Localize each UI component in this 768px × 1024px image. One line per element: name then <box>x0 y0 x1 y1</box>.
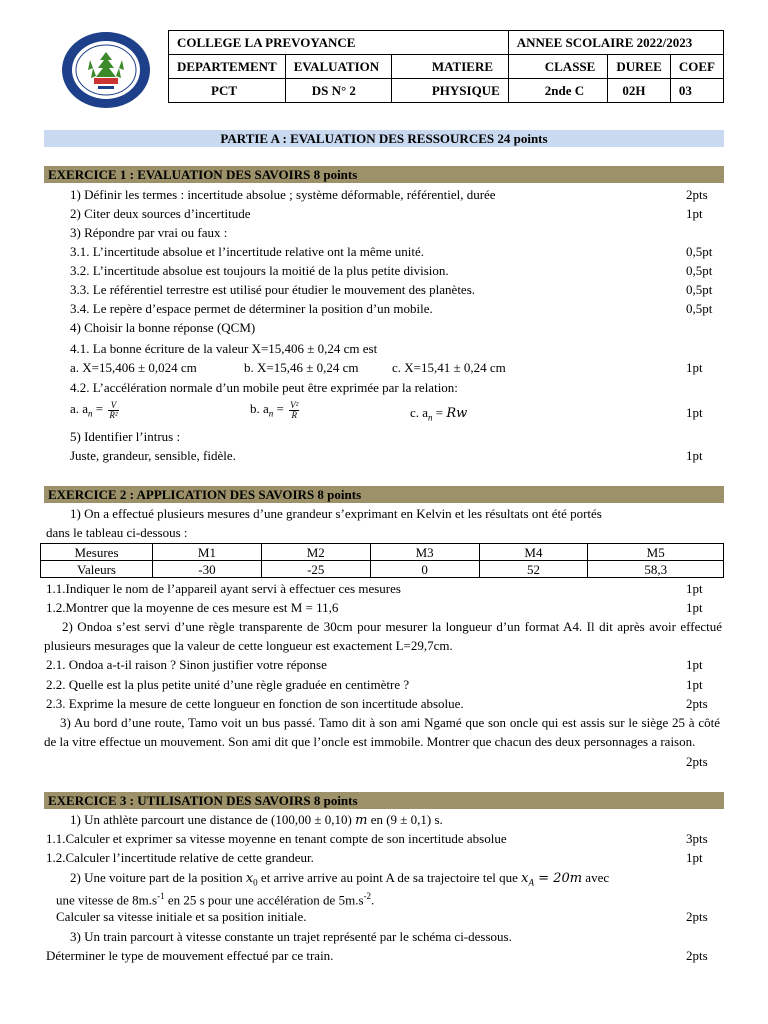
header-table <box>168 30 724 103</box>
ex1-q5-points: 1pt <box>686 448 703 463</box>
ex1-q4: 4) Choisir la bonne réponse (QCM) <box>70 320 256 335</box>
ex1-q41-opt-a: a. X=15,406 ± 0,024 cm <box>70 360 197 375</box>
ex3-q2-points: 2pts <box>686 909 708 924</box>
ex2-intro: 1) On a effectué plusieurs mesures d’une grandeur s’exprimant en Kelvin et les résultats ont été portés <box>70 506 602 521</box>
ex2-q11: 1.1.Indiquer le nom de l’appareil ayant servi à effectuer ces mesures <box>46 581 401 596</box>
exercice-1-title: EXERCICE 1 : EVALUATION DES SAVOIRS 8 points <box>44 166 724 183</box>
measures-value-m3: 0 <box>370 561 479 578</box>
ex2-q21-points: 1pt <box>686 657 703 672</box>
exercice-2-title: EXERCICE 2 : APPLICATION DES SAVOIRS 8 points <box>44 486 724 503</box>
measures-value-m1: -30 <box>153 561 262 578</box>
col-label-classe: CLASSE <box>508 55 608 79</box>
ex1-q33: 3.3. Le référentiel terrestre est utilisé pour étudier le mouvement des planètes. <box>70 282 476 297</box>
col-label-coef: COEF <box>670 55 723 79</box>
school-logo <box>60 30 152 110</box>
ex3-q11-points: 3pts <box>686 831 708 846</box>
ex1-q34-points: 0,5pt <box>686 301 713 316</box>
measures-table <box>40 543 724 578</box>
val-coef: 03 <box>670 79 723 103</box>
measures-header-m1: M1 <box>153 544 262 561</box>
val-matiere: PHYSIQUE <box>391 79 508 103</box>
exercice-3-title: EXERCICE 3 : UTILISATION DES SAVOIRS 8 points <box>44 792 724 809</box>
ex1-q42-opt-b: b. $a_n$ = $\frac{\text{V²}}{R}$ <box>250 399 299 420</box>
ex2-q3-paragraph: 3) Au bord d’une route, Tamo voit un bus passé. Tamo dit à son ami Ngamé que son oncle qui est assis sur le siège 25 à côté de la vitre effectue un mouvement. Son ami dit que l’oncle est immobile. Montrer que chacun des deux personnages a raison. <box>44 715 720 749</box>
ex1-q1-points: 2pts <box>686 187 708 202</box>
val-classe: 2nde C <box>508 79 608 103</box>
ex2-q23-points: 2pts <box>686 696 708 711</box>
ex1-q32: 3.2. L’incertitude absolue est toujours la moitié de la plus petite division. <box>70 263 449 278</box>
measures-value-m5: 58,3 <box>588 561 724 578</box>
ex2-q2-paragraph: 2) Ondoa s’est servi d’une règle transparente de 30cm pour mesurer la longueur d’un format A4. Il dit après avoir effectué plusieurs mesurages que la valeur de cette longueur est exactement L=29,7cm. <box>44 619 722 653</box>
measures-header-m2: M2 <box>261 544 370 561</box>
ex2-intro-2: dans le tableau ci-dessous : <box>46 525 188 540</box>
col-label-evaluation: EVALUATION <box>285 55 391 79</box>
ex3-q3-points: 2pts <box>686 948 708 963</box>
val-departement: PCT <box>169 79 286 103</box>
ex1-q41: 4.1. La bonne écriture de la valeur X=15,406 ± 0,24 cm est <box>70 341 378 356</box>
measures-value-label: Valeurs <box>41 561 153 578</box>
partie-a-title: PARTIE A : EVALUATION DES RESSOURCES 24 points <box>44 130 724 147</box>
ex3-q3: 3) Un train parcourt à vitesse constante un trajet représenté par le schéma ci-dessous. <box>70 929 512 944</box>
ex1-q34: 3.4. Le repère d’espace permet de déterminer la position d’un mobile. <box>70 301 433 316</box>
ex3-q2-line2: une vitesse de $8m.s^{-1}$ en 25 s pour une accélération de $5m.s^{-2}$. <box>56 891 375 908</box>
measures-header-label: Mesures <box>41 544 153 561</box>
ex1-q33-points: 0,5pt <box>686 282 713 297</box>
ex1-q5: 5) Identifier l’intrus : <box>70 429 181 444</box>
ex2-q22-points: 1pt <box>686 677 703 692</box>
ex3-q2: 2) Une voiture part de la position $x_0$ et arrive arrive au point A de sa trajectoire tel que $x_A = 20m$ avec <box>70 870 610 888</box>
measures-header-m3: M3 <box>370 544 479 561</box>
ex2-q3-points: 2pts <box>686 754 708 769</box>
measures-value-m4: 52 <box>479 561 588 578</box>
ex1-q42-points: 1pt <box>686 405 703 420</box>
ex3-q11: 1.1.Calculer et exprimer sa vitesse moyenne en tenant compte de son incertitude absolue <box>46 831 507 846</box>
school-name: COLLEGE LA PREVOYANCE <box>169 31 509 55</box>
ex1-q42: 4.2. L’accélération normale d’un mobile peut être exprimée par la relation: <box>70 380 458 395</box>
measures-header-m5: M5 <box>588 544 724 561</box>
ex2-q11-points: 1pt <box>686 581 703 596</box>
ex2-q12-points: 1pt <box>686 600 703 615</box>
ex1-q31-points: 0,5pt <box>686 244 713 259</box>
ex1-q41-opt-b: b. X=15,46 ± 0,24 cm <box>244 360 359 375</box>
ex1-q1: 1) Définir les termes : incertitude absolue ; système déformable, référentiel, durée <box>70 187 496 202</box>
col-label-departement: DEPARTEMENT <box>169 55 286 79</box>
ex1-q5-list: Juste, grandeur, sensible, fidèle. <box>70 448 236 463</box>
ex1-q31: 3.1. L’incertitude absolue et l’incertitude relative ont la même unité. <box>70 244 425 259</box>
ex1-q2: 2) Citer deux sources d’incertitude <box>70 206 251 221</box>
measures-header-m4: M4 <box>479 544 588 561</box>
ex1-q32-points: 0,5pt <box>686 263 713 278</box>
ex1-q2-points: 1pt <box>686 206 703 221</box>
ex3-q1: 1) Un athlète parcourt une distance de (100,00 ± 0,10) m en (9 ± 0,1) s. <box>70 812 443 828</box>
ex3-q3-line2: Déterminer le type de mouvement effectué par ce train. <box>46 948 334 963</box>
ex1-q41-opt-c: c. X=15,41 ± 0,24 cm <box>392 360 506 375</box>
ex3-q2-line3: Calculer sa vitesse initiale et sa position initiale. <box>56 909 307 924</box>
ex1-q41-points: 1pt <box>686 360 703 375</box>
school-year: ANNEE SCOLAIRE 2022/2023 <box>508 31 723 55</box>
ex2-q12: 1.2.Montrer que la moyenne de ces mesure est M = 11,6 <box>46 600 339 615</box>
col-label-matiere: MATIERE <box>391 55 508 79</box>
ex3-q12: 1.2.Calculer l’incertitude relative de cette grandeur. <box>46 850 314 865</box>
ex2-q23: 2.3. Exprime la mesure de cette longueur en fonction de son incertitude absolue. <box>46 696 464 711</box>
ex1-q42-opt-c: c. $a_n = Rw$ <box>410 405 468 423</box>
ex1-q42-opt-a: a. $a_n$ = $\frac{V}{\text{R²}}$ <box>70 399 118 420</box>
measures-value-m2: -25 <box>261 561 370 578</box>
val-evaluation: DS N° 2 <box>285 79 391 103</box>
col-label-duree: DUREE <box>608 55 671 79</box>
ex2-q21: 2.1. Ondoa a-t-il raison ? Sinon justifier votre réponse <box>46 657 327 672</box>
ex3-q12-points: 1pt <box>686 850 703 865</box>
ex2-q22: 2.2. Quelle est la plus petite unité d’une règle graduée en centimètre ? <box>46 677 410 692</box>
ex1-q3: 3) Répondre par vrai ou faux : <box>70 225 228 240</box>
val-duree: 02H <box>608 79 671 103</box>
